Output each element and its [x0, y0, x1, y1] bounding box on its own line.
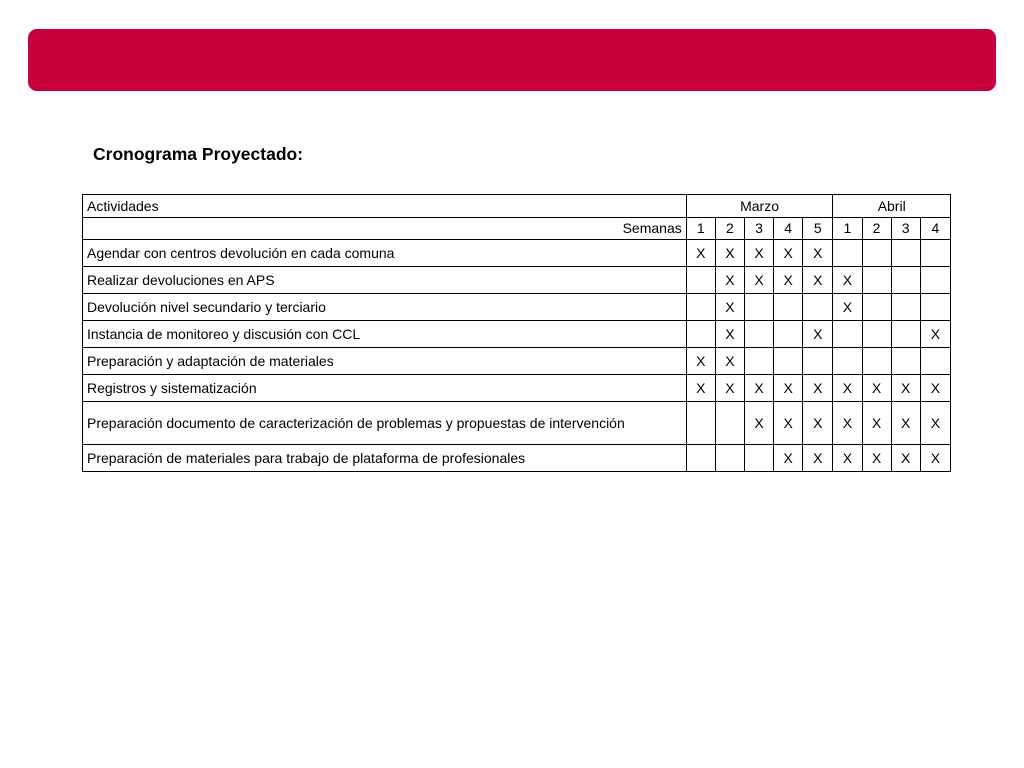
week-mark: X: [715, 267, 744, 294]
activity-name: Preparación y adaptación de materiales: [83, 348, 687, 375]
week-mark: [920, 348, 950, 375]
week-mark: [833, 321, 862, 348]
week-mark: [774, 294, 803, 321]
week-mark: X: [833, 294, 862, 321]
week-mark: [686, 267, 715, 294]
week-mark: [774, 321, 803, 348]
week-mark: [715, 445, 744, 472]
week-mark: [891, 294, 920, 321]
week-number: 2: [862, 218, 891, 240]
week-mark: [803, 294, 833, 321]
week-mark: [715, 402, 744, 445]
table-row: [83, 402, 951, 445]
week-mark: [891, 348, 920, 375]
week-mark: [833, 240, 862, 267]
week-mark: X: [715, 375, 744, 402]
week-mark: [686, 445, 715, 472]
week-mark: X: [862, 375, 891, 402]
week-mark: X: [774, 402, 803, 445]
week-mark: [774, 348, 803, 375]
week-mark: X: [920, 375, 950, 402]
week-mark: X: [715, 294, 744, 321]
weeks-label: Semanas: [83, 218, 687, 240]
week-mark: X: [745, 240, 774, 267]
week-mark: [891, 321, 920, 348]
week-mark: [862, 321, 891, 348]
header-banner: [28, 29, 996, 91]
week-mark: X: [833, 375, 862, 402]
week-mark: X: [891, 402, 920, 445]
week-mark: X: [833, 445, 862, 472]
week-number: 2: [715, 218, 744, 240]
month-header: Marzo: [686, 195, 833, 218]
activity-name: Agendar con centros devolución en cada comuna: [83, 240, 687, 267]
week-mark: [686, 402, 715, 445]
week-mark: [833, 348, 862, 375]
week-mark: X: [686, 348, 715, 375]
week-mark: X: [862, 445, 891, 472]
week-mark: [891, 240, 920, 267]
week-mark: X: [745, 375, 774, 402]
week-mark: X: [774, 267, 803, 294]
week-mark: [745, 348, 774, 375]
week-mark: X: [803, 375, 833, 402]
week-number: 4: [774, 218, 803, 240]
table-row: [83, 321, 951, 348]
week-mark: [686, 294, 715, 321]
table-row: [83, 267, 951, 294]
week-mark: X: [745, 267, 774, 294]
schedule-table: [82, 194, 951, 472]
activity-name: Realizar devoluciones en APS: [83, 267, 687, 294]
page-title: Cronograma Proyectado:: [93, 144, 304, 164]
activity-name: Preparación documento de caracterización de problemas y propuestas de intervención: [83, 402, 687, 445]
week-mark: [862, 267, 891, 294]
week-mark: X: [891, 375, 920, 402]
week-mark: [862, 348, 891, 375]
week-mark: X: [833, 267, 862, 294]
week-number: 3: [745, 218, 774, 240]
week-mark: X: [803, 402, 833, 445]
week-mark: X: [686, 240, 715, 267]
activities-header: Actividades: [83, 195, 687, 218]
week-mark: [920, 294, 950, 321]
week-number: 1: [686, 218, 715, 240]
week-mark: [920, 267, 950, 294]
week-mark: X: [774, 375, 803, 402]
week-mark: X: [686, 375, 715, 402]
activity-name: Preparación de materiales para trabajo de plataforma de profesionales: [83, 445, 687, 472]
week-mark: [891, 267, 920, 294]
activity-name: Instancia de monitoreo y discusión con CCL: [83, 321, 687, 348]
week-mark: X: [920, 321, 950, 348]
month-header: Abril: [833, 195, 951, 218]
activity-name: Registros y sistematización: [83, 375, 687, 402]
week-mark: X: [833, 402, 862, 445]
week-mark: X: [803, 267, 833, 294]
week-mark: [803, 348, 833, 375]
table-row: [83, 294, 951, 321]
week-mark: X: [715, 321, 744, 348]
activity-name: Devolución nivel secundario y terciario: [83, 294, 687, 321]
week-mark: X: [774, 240, 803, 267]
week-number: 5: [803, 218, 833, 240]
week-number: 4: [920, 218, 950, 240]
schedule-body: [83, 195, 951, 472]
table-row: [83, 375, 951, 402]
week-number: 3: [891, 218, 920, 240]
week-mark: [745, 445, 774, 472]
header-row-months: [83, 195, 951, 218]
week-mark: X: [774, 445, 803, 472]
week-mark: X: [715, 348, 744, 375]
week-mark: [920, 240, 950, 267]
week-mark: [862, 240, 891, 267]
week-mark: [686, 321, 715, 348]
week-mark: X: [745, 402, 774, 445]
week-mark: X: [803, 445, 833, 472]
week-mark: [745, 294, 774, 321]
week-mark: X: [803, 240, 833, 267]
week-mark: X: [920, 402, 950, 445]
table-row: [83, 445, 951, 472]
week-mark: X: [920, 445, 950, 472]
table-row: [83, 240, 951, 267]
week-mark: X: [803, 321, 833, 348]
week-mark: X: [862, 402, 891, 445]
table-row: [83, 348, 951, 375]
week-mark: X: [715, 240, 744, 267]
week-mark: [745, 321, 774, 348]
week-number: 1: [833, 218, 862, 240]
week-mark: [862, 294, 891, 321]
week-mark: X: [891, 445, 920, 472]
header-row-weeks: [83, 218, 951, 240]
